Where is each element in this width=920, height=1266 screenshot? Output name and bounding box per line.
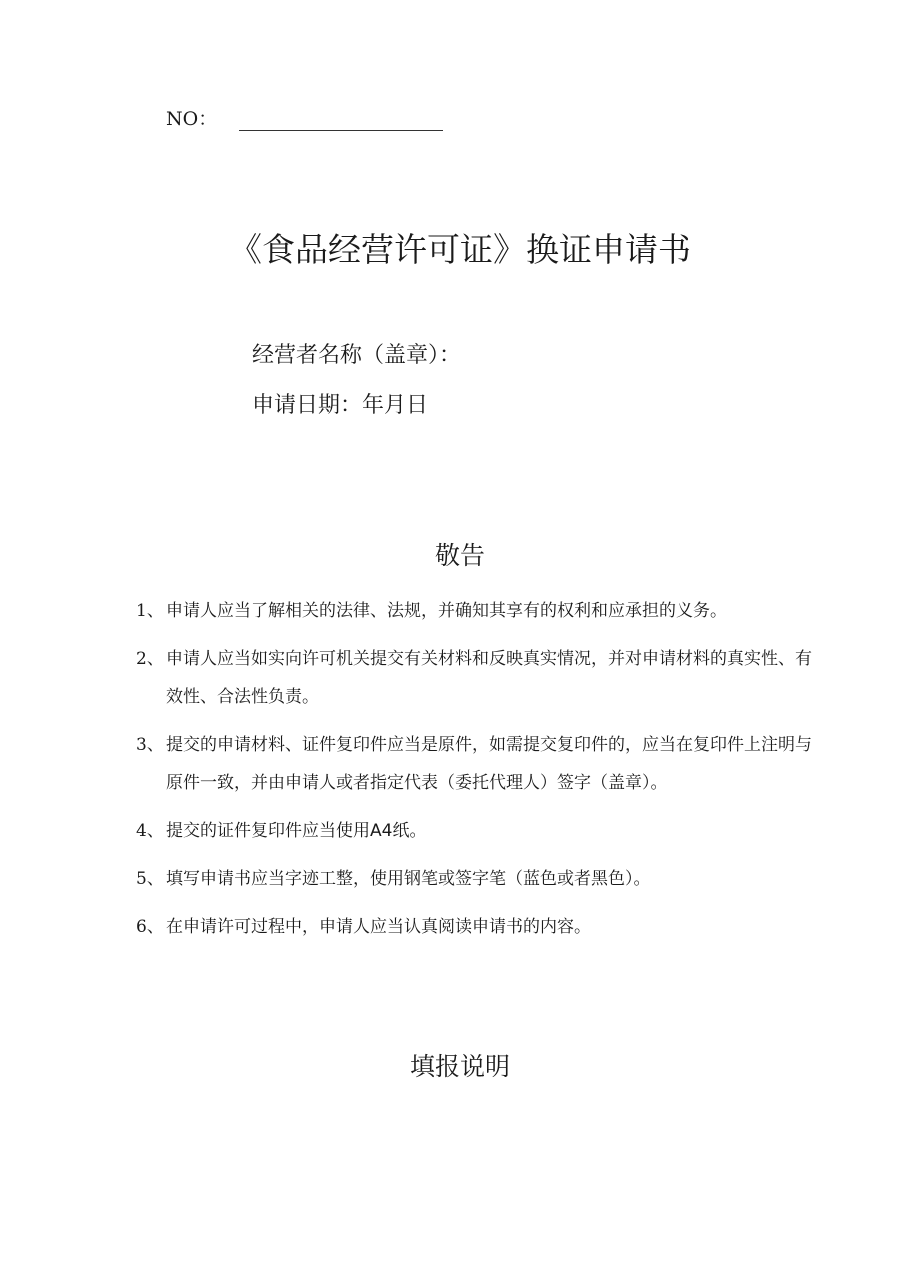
notice-item: [136, 812, 826, 850]
document-number-label: NO：: [166, 108, 218, 130]
apply-date-field: 申请日期：年月日: [252, 393, 429, 418]
notice-list: [136, 592, 826, 956]
notice-item: [136, 592, 826, 630]
document-title: 《食品经营许可证》换证申请书: [229, 230, 691, 269]
operator-name-field: 经营者名称（盖章）：: [252, 343, 462, 368]
notice-item-number: 3、: [136, 735, 164, 755]
notice-item: [136, 726, 826, 802]
notice-item: [136, 860, 826, 898]
notice-item: [136, 640, 826, 716]
document-number-blank: [239, 112, 443, 131]
notice-title: 敬告: [434, 541, 485, 570]
notice-item-text: 申请人应当如实向许可机关提交有关材料和反映真实情况，并对申请材料的真实性、有效性、合法性负责。: [166, 649, 812, 707]
notice-item-text: 申请人应当了解相关的法律、法规，并确知其享有的权利和应承担的义务。: [166, 601, 727, 621]
fill-instructions-title: 填报说明: [409, 1052, 510, 1081]
notice-item-number: 2、: [136, 649, 164, 669]
notice-item-text: 提交的申请材料、证件复印件应当是原件，如需提交复印件的，应当在复印件上注明与原件一致，并由申请人或者指定代表（委托代理人）签字（盖章）。: [166, 735, 812, 793]
notice-item-number: 5、: [136, 869, 164, 889]
notice-item-number: 1、: [136, 601, 164, 621]
notice-item-number: 4、: [136, 821, 164, 841]
notice-item-text: 在申请许可过程中，申请人应当认真阅读申请书的内容。: [166, 917, 591, 937]
notice-item: [136, 908, 826, 946]
document-number-line: [166, 104, 443, 131]
notice-item-number: 6、: [136, 917, 164, 937]
notice-item-text: 提交的证件复印件应当使用A4纸。: [166, 821, 427, 841]
notice-item-text: 填写申请书应当字迹工整，使用钢笔或签字笔（蓝色或者黑色）。: [166, 869, 651, 889]
